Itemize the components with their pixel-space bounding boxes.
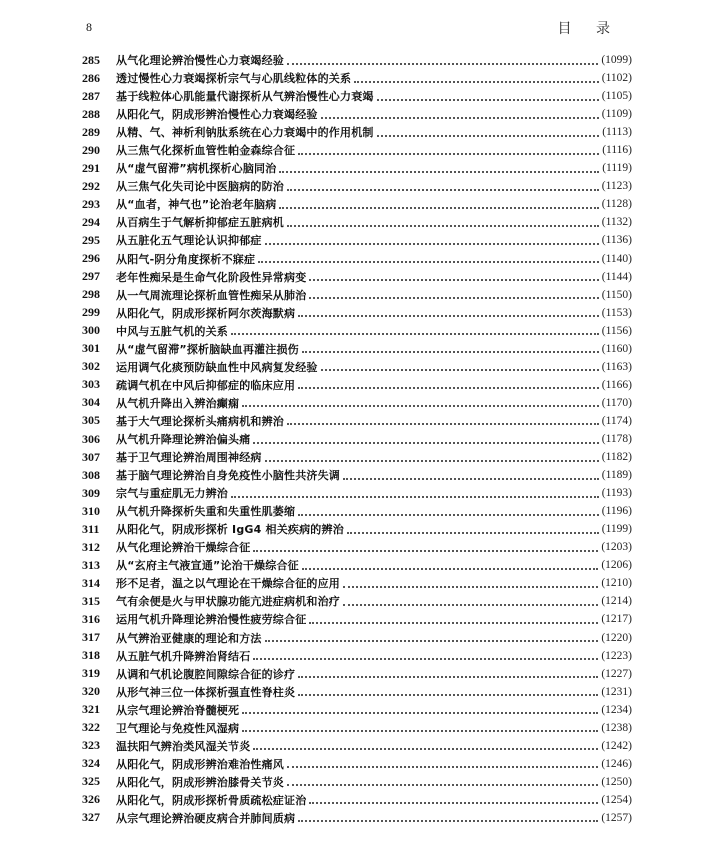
entry-number: 318	[82, 648, 100, 663]
entry-page: (1109)	[601, 108, 632, 121]
toc-entry[interactable]	[82, 592, 632, 610]
dot-leader	[279, 206, 598, 209]
entry-title: 从阳化气，阴成形辨治难治性痛风	[116, 757, 284, 771]
dot-leader	[265, 459, 599, 462]
dot-leader	[298, 819, 598, 822]
entry-page: (1166)	[601, 378, 632, 391]
entry-title: 卫气理论与免疫性风湿病	[116, 721, 240, 735]
entry-page: (1206)	[601, 559, 632, 572]
entry-page: (1189)	[601, 469, 632, 482]
entry-title: 老年性痴呆是生命气化阶段性异常病变	[116, 270, 307, 284]
dot-leader	[309, 621, 598, 624]
dot-leader	[321, 368, 599, 371]
entry-page: (1182)	[601, 451, 632, 464]
entry-title: 从阳化气，阴成形探析阿尔茨海默病	[116, 306, 296, 320]
entry-number: 287	[82, 88, 100, 103]
dot-leader	[231, 332, 599, 335]
dot-leader	[377, 98, 599, 101]
entry-title: 从气化理论辨治干燥综合征	[116, 541, 251, 555]
entry-page: (1160)	[601, 342, 632, 355]
toc-entry[interactable]	[82, 141, 632, 159]
entry-page: (1210)	[601, 577, 632, 590]
entry-number: 292	[82, 178, 100, 193]
entry-number: 288	[82, 106, 100, 121]
entry-title: 从“虚气留滞”探析脑缺血再灌注损伤	[116, 342, 299, 356]
entry-title: 从阳化气，阴成形辨治慢性心力衰竭经验	[116, 108, 318, 122]
toc-entry[interactable]	[82, 502, 632, 520]
entry-title: 宗气与重症肌无力辨治	[116, 487, 228, 501]
dot-leader	[265, 639, 599, 642]
dot-leader	[287, 188, 599, 191]
entry-page: (1214)	[601, 595, 632, 608]
toc-entry[interactable]	[82, 195, 632, 213]
toc-entry[interactable]	[82, 376, 632, 394]
toc-entry[interactable]	[82, 105, 632, 123]
entry-number: 305	[82, 413, 100, 428]
entry-number: 326	[82, 792, 100, 807]
entry-number: 315	[82, 593, 100, 608]
dot-leader	[265, 242, 599, 245]
entry-title: 从“血者，神气也”论治老年脑病	[116, 198, 277, 212]
entry-title: 基于大气理论探析头痛病机和辨治	[116, 414, 284, 428]
entry-number: 308	[82, 467, 100, 482]
toc-entry[interactable]	[82, 665, 632, 683]
dot-leader	[258, 260, 599, 263]
toc-entry[interactable]	[82, 394, 632, 412]
running-title: 目 录	[557, 21, 620, 37]
entry-number: 327	[82, 810, 100, 825]
entry-number: 285	[82, 52, 100, 67]
dot-leader	[354, 80, 599, 83]
dot-leader	[298, 675, 598, 678]
entry-number: 286	[82, 70, 100, 85]
entry-title: 从形气神三位一体探析强直性脊柱炎	[116, 685, 296, 699]
entry-page: (1123)	[601, 180, 632, 193]
entry-page: (1170)	[601, 396, 632, 409]
entry-page: (1163)	[601, 360, 632, 373]
dot-leader	[309, 278, 598, 281]
entry-title: 运用气机升降理论辨治慢性疲劳综合征	[116, 613, 307, 627]
entry-number: 296	[82, 251, 100, 266]
entry-page: (1116)	[602, 144, 632, 157]
dot-leader	[302, 567, 598, 570]
toc-entry[interactable]	[82, 610, 632, 628]
entry-page: (1223)	[601, 649, 632, 662]
dot-leader	[253, 441, 598, 444]
dot-leader	[279, 170, 599, 173]
dot-leader	[242, 729, 598, 732]
page-number: 8	[86, 20, 92, 34]
entry-number: 298	[82, 287, 100, 302]
toc-entry[interactable]	[82, 773, 632, 791]
entry-number: 291	[82, 160, 100, 175]
entry-title: 形不足者，温之以气理论在干燥综合征的应用	[116, 577, 340, 591]
entry-page: (1193)	[601, 487, 632, 500]
entry-number: 322	[82, 720, 100, 735]
toc-entry[interactable]	[82, 466, 632, 484]
dot-leader	[287, 765, 598, 768]
entry-number: 297	[82, 269, 100, 284]
entry-title: 从气化理论辨治慢性心力衰竭经验	[116, 54, 284, 68]
toc-entry[interactable]	[82, 647, 632, 665]
entry-title: 从精、气、神析利钠肽系统在心力衰竭中的作用机制	[116, 126, 374, 140]
entry-number: 301	[82, 341, 100, 356]
toc-entry[interactable]	[82, 87, 632, 105]
dot-leader	[309, 801, 598, 804]
entry-title: 从五脏化五气理论认识抑郁症	[116, 234, 262, 248]
dot-leader	[298, 693, 598, 696]
entry-page: (1238)	[601, 721, 632, 734]
dot-leader	[298, 152, 599, 155]
entry-number: 316	[82, 611, 100, 626]
entry-title: 从气机升降出入辨治癫痫	[116, 396, 240, 410]
entry-page: (1220)	[601, 631, 632, 644]
entry-title: 中风与五脏气机的关系	[116, 324, 228, 338]
entry-title: 气有余便是火与甲状腺功能亢进症病机和治疗	[116, 595, 340, 609]
entry-title: 从阳化气，阴成形辨治膝骨关节炎	[116, 775, 284, 789]
table-of-contents	[82, 51, 632, 827]
entry-number: 317	[82, 630, 100, 645]
toc-entry[interactable]	[82, 701, 632, 719]
toc-entry[interactable]	[82, 177, 632, 195]
toc-entry[interactable]	[82, 340, 632, 358]
entry-title: 从气机升降理论辨治偏头痛	[116, 433, 251, 446]
toc-entry[interactable]	[82, 430, 632, 448]
entry-page: (1099)	[601, 54, 632, 67]
entry-title: 从宗气理论辨治脊髓梗死	[116, 703, 240, 717]
toc-entry[interactable]	[82, 737, 632, 755]
entry-page: (1199)	[601, 523, 632, 536]
dot-leader	[253, 747, 598, 750]
entry-title: 从“玄府主气液宣通”论治干燥综合征	[116, 559, 299, 573]
entry-number: 302	[82, 359, 100, 374]
entry-title: 从调和气机论腹腔间隙综合征的诊疗	[116, 667, 296, 681]
entry-title: 从一气周流理论探析血管性痴呆从肺治	[116, 288, 307, 302]
dot-leader	[242, 404, 599, 407]
entry-title: 从气机升降探析失重和失重性肌萎缩	[116, 505, 296, 519]
toc-entry[interactable]	[82, 484, 632, 502]
toc-entry[interactable]	[82, 574, 632, 592]
entry-title: 从气辨治亚健康的理论和方法	[116, 631, 262, 645]
entry-number: 299	[82, 305, 100, 320]
entry-number: 321	[82, 702, 100, 717]
dot-leader	[253, 657, 598, 660]
entry-number: 319	[82, 666, 100, 681]
dot-leader	[309, 296, 598, 299]
toc-entry[interactable]	[82, 123, 632, 141]
entry-page: (1150)	[601, 288, 632, 301]
entry-page: (1113)	[602, 126, 632, 139]
entry-title: 从三焦气化失司论中医脑病的防治	[116, 180, 284, 194]
entry-number: 325	[82, 774, 100, 789]
entry-title: 从阳化气，阴成形探析 IgG4 相关疾病的辨治	[116, 523, 344, 537]
entry-title: 温扶阳气辨治类风湿关节炎	[116, 739, 251, 753]
entry-number: 289	[82, 124, 100, 139]
entry-title: 疏调气机在中风后抑郁症的临床应用	[116, 378, 296, 392]
entry-number: 312	[82, 539, 100, 554]
entry-page: (1196)	[601, 505, 632, 518]
entry-title: 基于线粒体心肌能量代谢探析从气辨治慢性心力衰竭	[116, 90, 374, 104]
toc-entry[interactable]	[82, 51, 632, 69]
entry-page: (1119)	[602, 162, 632, 175]
dot-leader	[242, 711, 598, 714]
toc-entry[interactable]	[82, 520, 632, 538]
entry-title: 从阳气-阴分角度探析不寐症	[116, 252, 256, 266]
dot-leader	[298, 513, 599, 516]
dot-leader	[347, 531, 599, 534]
entry-page: (1246)	[601, 757, 632, 770]
entry-number: 290	[82, 142, 100, 157]
dot-leader	[231, 495, 599, 498]
entry-number: 323	[82, 738, 100, 753]
toc-entry[interactable]	[82, 231, 632, 249]
entry-page: (1136)	[601, 234, 632, 247]
entry-title: 从“虚气留滞”病机探析心脑同治	[116, 162, 277, 176]
entry-title: 基于脑气理论辨治自身免疫性小脑性共济失调	[116, 469, 340, 483]
entry-number: 313	[82, 557, 100, 572]
entry-title: 从阳化气，阴成形探析骨质疏松症证治	[116, 793, 307, 807]
page-header	[86, 18, 626, 40]
entry-number: 311	[82, 521, 100, 536]
entry-number: 309	[82, 485, 100, 500]
toc-entry[interactable]	[82, 809, 632, 827]
dot-leader	[343, 585, 598, 588]
toc-entry[interactable]	[82, 69, 632, 87]
entry-title: 透过慢性心力衰竭探析宗气与心肌线粒体的关系	[116, 72, 352, 86]
entry-number: 320	[82, 684, 100, 699]
dot-leader	[287, 224, 599, 227]
toc-entry[interactable]	[82, 556, 632, 574]
entry-page: (1250)	[601, 775, 632, 788]
entry-page: (1242)	[601, 739, 632, 752]
entry-page: (1203)	[601, 541, 632, 554]
dot-leader	[377, 134, 600, 137]
dot-leader	[287, 783, 598, 786]
dot-leader	[287, 62, 598, 65]
dot-leader	[253, 549, 598, 552]
toc-entry[interactable]	[82, 683, 632, 701]
entry-number: 303	[82, 377, 100, 392]
entry-page: (1254)	[601, 793, 632, 806]
entry-page: (1234)	[601, 703, 632, 716]
toc-entry[interactable]	[82, 791, 632, 809]
toc-entry[interactable]	[82, 304, 632, 322]
entry-page: (1105)	[601, 90, 632, 103]
entry-number: 306	[82, 431, 100, 446]
entry-number: 324	[82, 756, 100, 771]
entry-page: (1174)	[601, 414, 632, 427]
entry-page: (1153)	[601, 306, 632, 319]
entry-page: (1231)	[601, 685, 632, 698]
entry-page: (1257)	[601, 811, 632, 824]
dot-leader	[298, 314, 599, 317]
toc-entry[interactable]	[82, 250, 632, 268]
entry-number: 295	[82, 232, 100, 247]
toc-entry[interactable]	[82, 213, 632, 231]
entry-page: (1227)	[601, 667, 632, 680]
entry-title: 从三焦气化探析血管性帕金森综合征	[116, 144, 296, 158]
entry-page: (1156)	[601, 324, 632, 337]
toc-entry[interactable]	[82, 268, 632, 286]
entry-title: 基于卫气理论辨治周围神经病	[116, 451, 262, 465]
dot-leader	[298, 386, 599, 389]
entry-page: (1140)	[601, 252, 632, 265]
entry-title: 从五脏气机升降辨治肾结石	[116, 649, 251, 663]
entry-page: (1128)	[601, 198, 632, 211]
dot-leader	[302, 350, 599, 353]
toc-entry[interactable]	[82, 286, 632, 304]
toc-entry[interactable]	[82, 358, 632, 376]
toc-entry[interactable]	[82, 538, 632, 556]
entry-number: 307	[82, 449, 100, 464]
entry-page: (1178)	[601, 433, 632, 445]
toc-entry[interactable]	[82, 755, 632, 773]
toc-entry[interactable]	[82, 322, 632, 340]
entry-number: 300	[82, 323, 100, 338]
entry-number: 310	[82, 503, 100, 518]
entry-number: 293	[82, 196, 100, 211]
toc-entry[interactable]	[82, 412, 632, 430]
entry-number: 294	[82, 214, 100, 229]
dot-leader	[343, 477, 599, 480]
entry-title: 从百病生于气解析抑郁症五脏病机	[116, 216, 284, 230]
toc-entry[interactable]	[82, 719, 632, 737]
dot-leader	[343, 603, 598, 606]
toc-entry[interactable]	[82, 159, 632, 177]
entry-page: (1217)	[601, 613, 632, 626]
toc-entry[interactable]	[82, 629, 632, 647]
entry-page: (1144)	[601, 270, 632, 283]
entry-title: 运用调气化痰预防缺血性中风病复发经验	[116, 360, 318, 374]
entry-title: 从宗气理论辨治硬皮病合并肺间质病	[116, 811, 296, 825]
entry-page: (1132)	[601, 216, 632, 229]
toc-entry[interactable]	[82, 448, 632, 466]
dot-leader	[321, 116, 599, 119]
entry-number: 314	[82, 575, 100, 590]
dot-leader	[287, 422, 599, 425]
entry-number: 304	[82, 395, 100, 410]
entry-page: (1102)	[601, 72, 632, 85]
